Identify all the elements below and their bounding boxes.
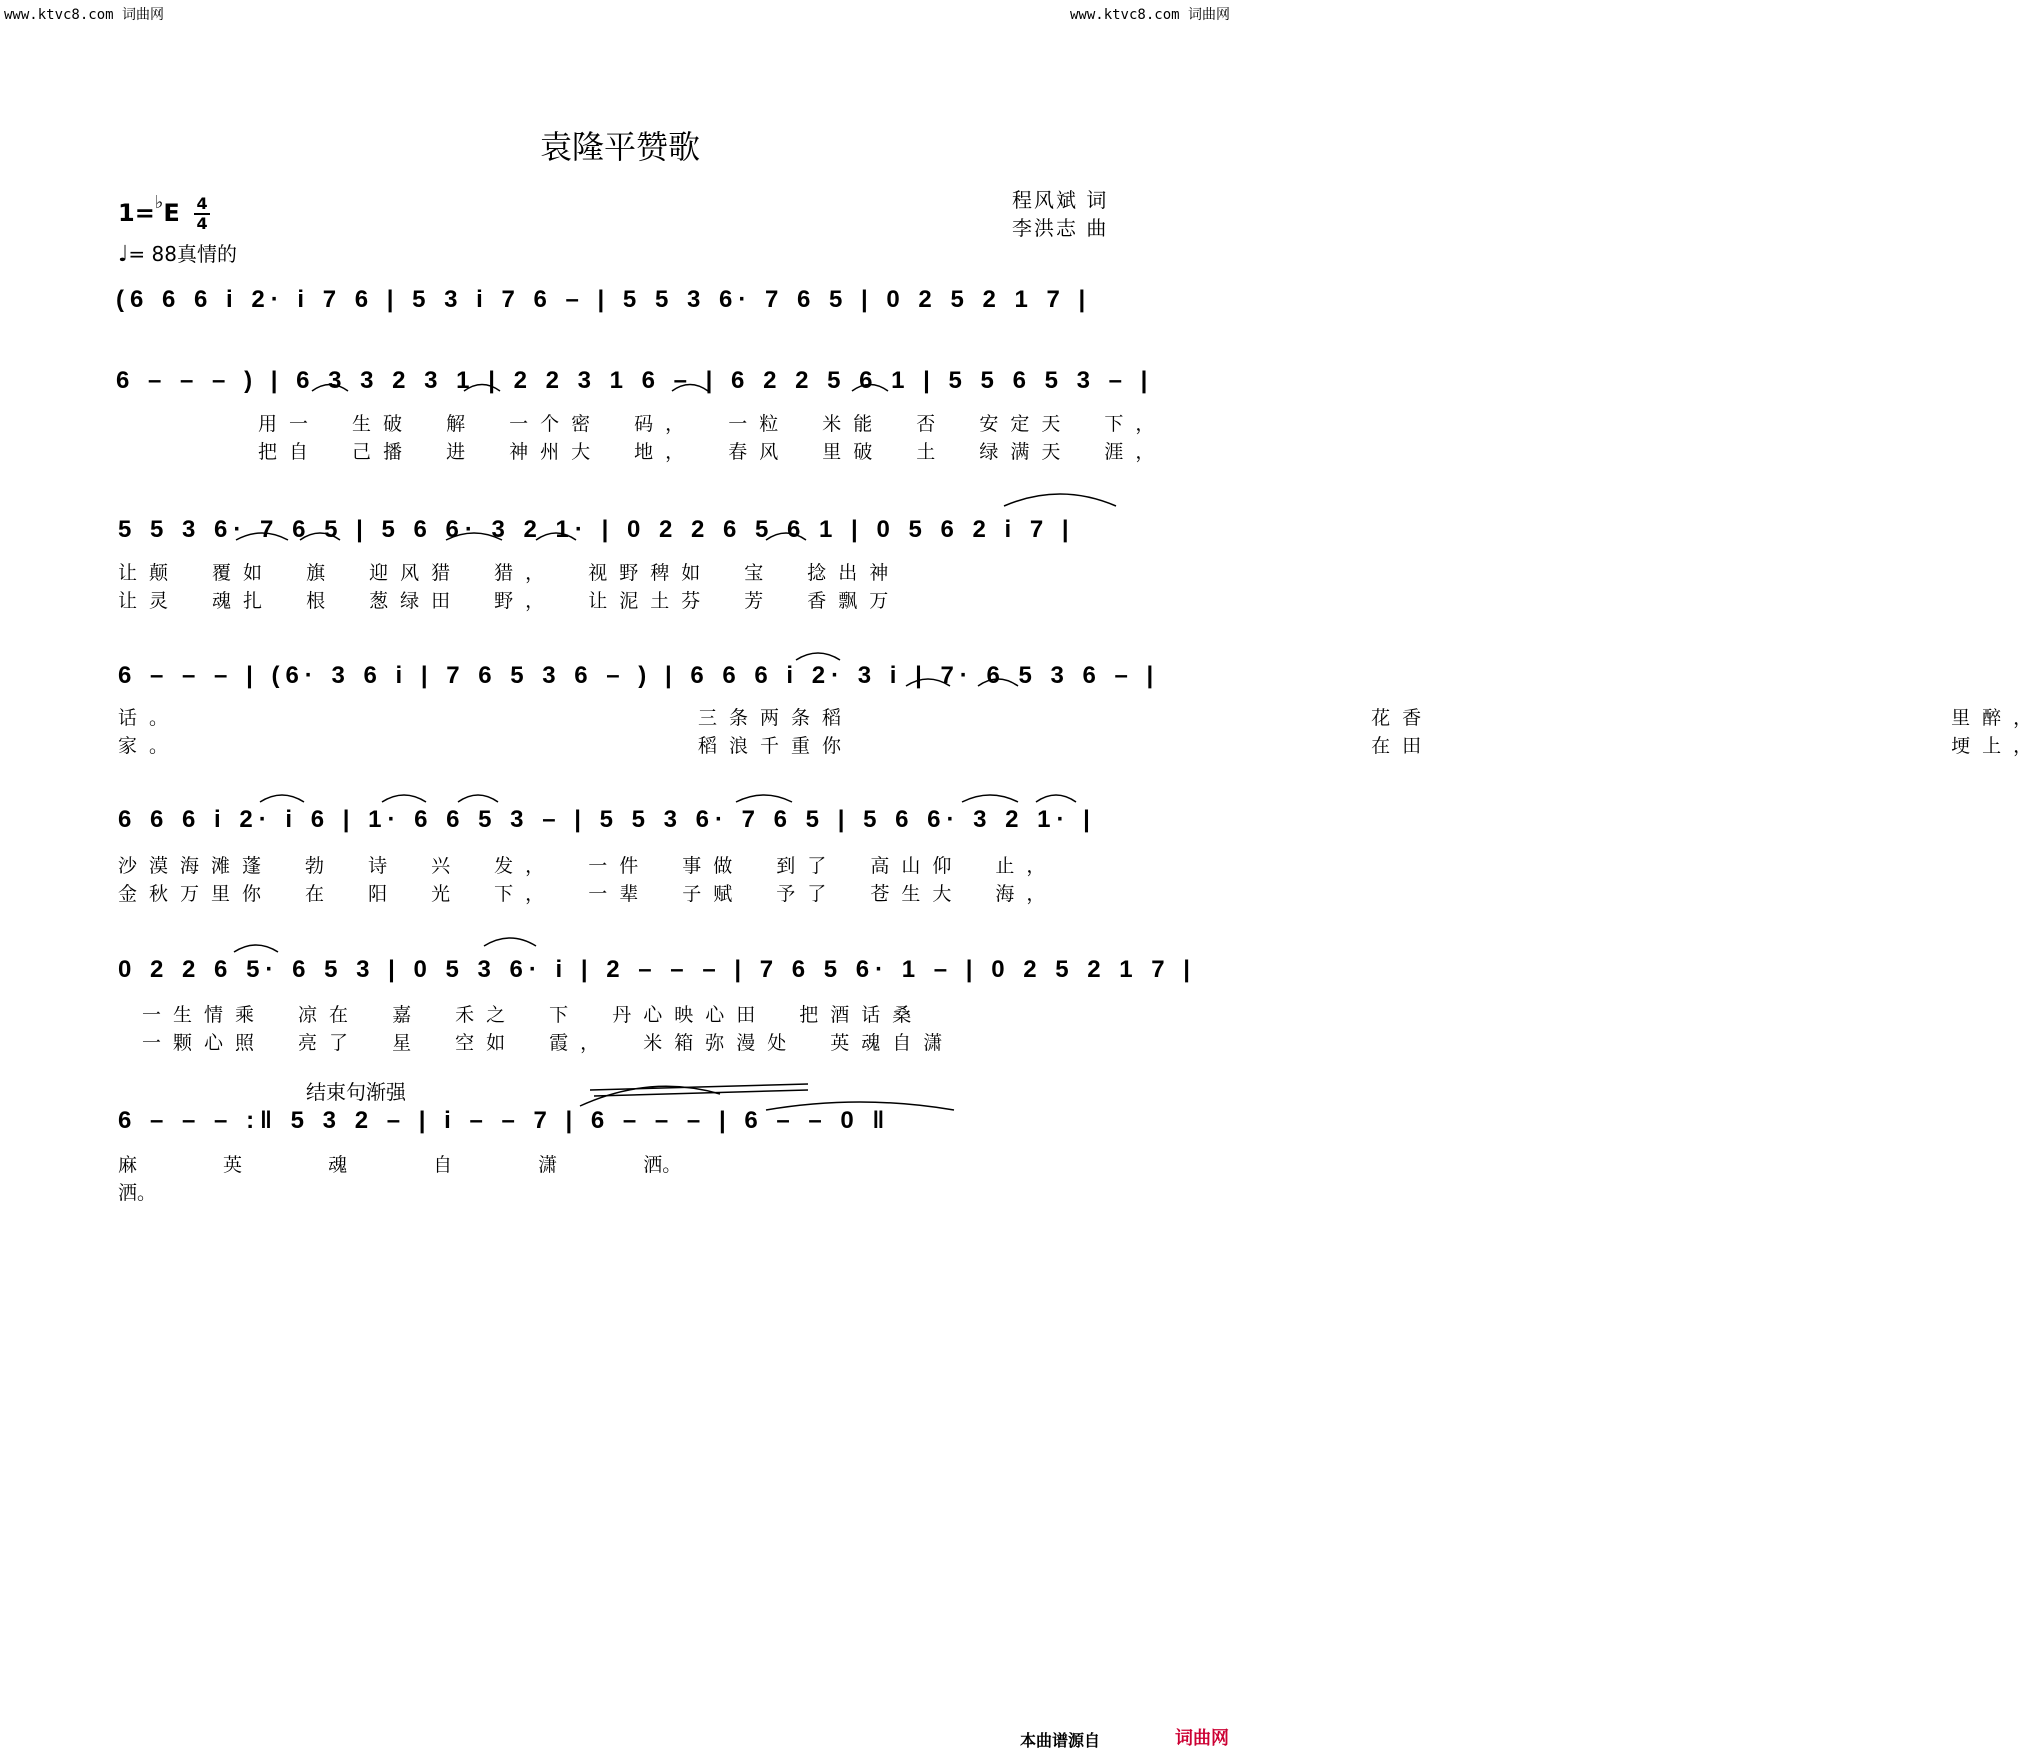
slur-mark — [458, 795, 498, 802]
time-top: 4 — [196, 194, 208, 213]
slur-mark — [382, 795, 426, 802]
tie-mark — [766, 1102, 954, 1110]
system-2-lyrics-verse1: 用一 生破 解 一个密 码， 一粒 米能 否 安定天 下， — [258, 413, 1167, 435]
slur-mark — [852, 385, 888, 392]
site-brand-logo[interactable]: 词曲网 — [1175, 1728, 1229, 1749]
slur-mark — [300, 533, 340, 540]
tempo-text: = 88真情的 — [128, 242, 237, 266]
slur-mark — [1004, 494, 1116, 506]
system-6-lyrics-verse2: 一颗心照 亮了 星 空如 霞， 米箱弥漫处 英魂自潇 — [142, 1032, 955, 1054]
system-5-lyrics-verse2: 金秋万里你 在 阳 光 下， 一辈 子赋 予了 苍生大 海， — [118, 883, 1058, 905]
expression-marking: 结束句渐强 — [306, 1080, 406, 1104]
slur-mark — [1036, 795, 1076, 802]
source-label: 本曲谱源自 — [1020, 1731, 1101, 1750]
composer-credit: 李洪志 曲 — [1012, 216, 1109, 240]
slur-mark — [978, 679, 1018, 686]
system-6-lyrics-verse1: 一生情乘 凉在 嘉 禾之 下 丹心映心田 把酒话桑 — [142, 1004, 924, 1026]
flat-symbol: ♭ — [154, 192, 164, 213]
system-4-lyrics-verse2: 家。 稻浪千重你 在田 埂上， — [118, 735, 2044, 757]
lyricist-credit: 程风斌 词 — [1012, 188, 1109, 212]
system-4-notes: 6 – – – | (6· 3 6 i | 7 6 5 3 6 – ) | 6 6 6 i 2· 3 i | 7· 6 5 3 6 – | — [118, 662, 1160, 689]
system-6-notes: 0 2 2 6 5· 6 5 3 | 0 5 3 6· i | 2 – – – | 7 6 5 6· 1 – | 0 2 5 2 1 7 | — [118, 956, 1196, 983]
header-site-right[interactable]: www.ktvc8.com 词曲网 — [1069, 7, 1230, 23]
slur-mark — [962, 795, 1018, 802]
slur-mark — [234, 945, 278, 952]
time-bottom: 4 — [196, 214, 208, 233]
slur-mark — [484, 938, 536, 946]
system-4-lyrics-verse1: 话。 三条两条稻 花香 里醉， — [118, 707, 2044, 729]
slur-mark — [736, 795, 792, 802]
system-2-lyrics-verse2: 把自 己播 进 神州大 地， 春风 里破 土 绿满天 涯， — [258, 441, 1167, 463]
system-3-lyrics-verse2: 让灵 魂扎 根 葱绿田 野， 让泥土芬 芳 香飘万 — [118, 590, 901, 612]
slur-mark — [796, 653, 840, 660]
system-7-lyrics-verse2: 洒。 — [118, 1182, 157, 1204]
slur-mark — [260, 795, 304, 802]
system-3-notes: 5 5 3 6· 7 6 5 | 5 6 6· 3 2 1· | 0 2 2 6 5 6 1 | 0 5 6 2 i 7 | — [118, 516, 1075, 543]
slur-mark — [236, 533, 288, 540]
slur-mark — [312, 385, 348, 392]
slur-mark — [464, 385, 500, 392]
system-7-notes: 6 – – – :‖ 5 3 2 – | i – – 7 | 6 – – – | 6 – – 0 ‖ — [118, 1107, 891, 1134]
system-7-lyrics-verse1: 麻 英 魂 自 潇 洒。 — [118, 1154, 682, 1176]
slur-mark — [766, 533, 806, 540]
slur-mark — [672, 385, 708, 392]
system-2-notes: 6 – – – ) | 6 3 3 2 3 1 | 2 2 3 1 6 – | 6 2 2 5 6 1 | 5 5 6 5 3 – | — [116, 367, 1154, 394]
system-1-notes: (6 6 6 i 2· i 7 6 | 5 3 i 7 6 – | 5 5 3 6· 7 6 5 | 0 2 5 2 1 7 | — [116, 286, 1092, 313]
song-title: 袁隆平赞歌 — [539, 128, 700, 166]
slur-mark — [446, 533, 502, 540]
system-5-notes: 6 6 6 i 2· i 6 | 1· 6 6 5 3 – | 5 5 3 6· 7 6 5 | 5 6 6· 3 2 1· | — [118, 806, 1096, 833]
system-3-lyrics-verse1: 让颠 覆如 旗 迎风猎 猎， 视野稗如 宝 捻出神 — [118, 562, 901, 584]
quarter-note-icon: ♩ — [118, 242, 129, 267]
slur-mark — [536, 533, 576, 540]
system-5-lyrics-verse1: 沙漠海滩蓬 勃 诗 兴 发， 一件 事做 到了 高山仰 止， — [118, 855, 1058, 877]
slur-mark — [906, 679, 950, 686]
key-prefix: 1= — [118, 199, 155, 227]
key-letter: E — [163, 199, 180, 227]
header-site-left[interactable]: www.ktvc8.com 词曲网 — [4, 7, 165, 23]
